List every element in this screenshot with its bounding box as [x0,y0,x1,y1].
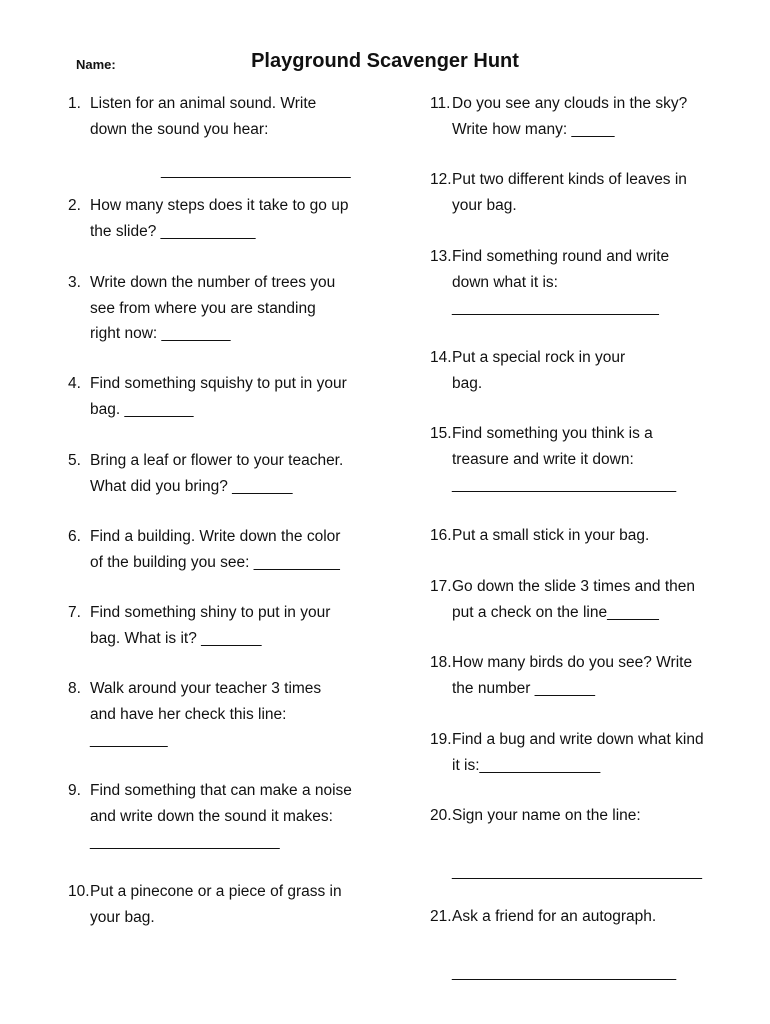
question-5 [68,448,343,499]
question-text: Find something shiny to put in your [90,604,331,621]
question-number: 12. [430,171,452,188]
question-4 [68,371,347,422]
question-text: the slide? ___________ [90,222,256,240]
question-2 [68,193,348,244]
answer-line: _________ [90,731,168,748]
question-number: 2. [68,197,81,214]
question-text: treasure and write it down: [452,450,634,468]
question-number: 8. [68,680,81,697]
question-number: 4. [68,375,81,392]
question-text: Walk around your teacher 3 times [90,680,322,697]
question-text: put a check on the line______ [452,603,659,621]
question-number: 18. [430,654,452,671]
question-text: and write down the sound it makes: [90,807,333,825]
question-text: right now: ________ [90,325,231,342]
question-number: 20. [430,807,452,824]
question-number: 7. [68,604,81,621]
question-7 [68,600,330,651]
question-17 [430,574,695,625]
question-10 [68,879,342,930]
question-number: 3. [68,274,81,291]
question-text: Write how many: _____ [452,120,615,138]
question-8 [68,676,321,753]
question-15 [430,421,676,498]
question-number: 15. [430,425,452,442]
question-text: Find something that can make a noise [90,782,352,799]
question-number: 14. [430,349,452,366]
question-20 [430,803,702,884]
question-number: 9. [68,782,81,799]
question-text: Find a bug and write down what kind [452,731,704,748]
question-9 [68,778,352,855]
question-text: Put two different kinds of leaves in [452,171,687,188]
question-text: Ask a friend for an autograph. [452,908,657,925]
answer-line: __________________________ [452,476,677,493]
page-title: Playground Scavenger Hunt [251,50,519,72]
question-text: see from where you are standing [90,299,316,317]
question-1 [68,91,351,184]
question-21 [430,904,676,985]
question-text: Listen for an animal sound. Write [90,95,317,112]
question-14 [430,345,625,396]
question-text: How many birds do you see? Write [452,654,693,671]
question-text: the number _______ [452,679,596,697]
question-text: bag. ________ [90,400,194,418]
spacer [68,142,351,158]
question-6 [68,524,340,575]
question-text: Find something you think is a [452,425,653,442]
question-text: Bring a leaf or flower to your teacher. [90,452,344,469]
question-number: 6. [68,528,81,545]
question-text: Find a building. Write down the color [90,528,341,545]
question-text: Put a pinecone or a piece of grass in [90,883,342,900]
question-number: 10. [68,883,90,900]
question-number: 16. [430,527,452,544]
answer-line: ______________________ [90,833,280,850]
question-text: How many steps does it take to go up [90,197,349,214]
question-18 [430,650,692,701]
question-text: your bag. [452,196,517,214]
question-text: and have her check this line: [90,705,287,723]
question-text: Put a special rock in your [452,349,626,366]
question-number: 13. [430,248,452,265]
question-number: 1. [68,95,81,112]
question-text: it is:______________ [452,756,601,774]
question-text: Find something round and write [452,248,670,265]
question-text: Find something squishy to put in your [90,375,347,392]
question-number: 5. [68,452,81,469]
question-text: Put a small stick in your bag. [452,527,650,544]
answer-line: ______________________ [161,162,351,179]
question-number: 11. [430,95,451,112]
question-number: 19. [430,731,452,748]
question-text: down what it is: [452,273,558,291]
question-text: of the building you see: __________ [90,553,340,571]
question-text: your bag. [90,908,155,926]
spacer [430,829,702,859]
question-11 [430,91,687,142]
question-text: What did you bring? _______ [90,477,293,495]
question-text: Do you see any clouds in the sky? [452,95,688,112]
autograph-line: __________________________ [452,963,677,981]
question-12 [430,167,687,218]
name-label: Name: [76,57,116,72]
question-number: 21. [430,908,452,925]
answer-line: ________________________ [452,299,659,316]
signature-line: _____________________________ [452,862,702,880]
question-text: Go down the slide 3 times and then [452,578,695,595]
question-19 [430,727,704,778]
question-text: Sign your name on the line: [452,807,641,824]
question-16 [430,523,649,549]
question-13 [430,244,669,321]
question-text: bag. What is it? _______ [90,629,262,647]
question-number: 17. [430,578,452,595]
question-text: Write down the number of trees you [90,274,336,291]
question-3 [68,270,335,347]
spacer [430,930,676,960]
question-text: down the sound you hear: [90,120,269,138]
question-text: bag. [452,374,483,392]
